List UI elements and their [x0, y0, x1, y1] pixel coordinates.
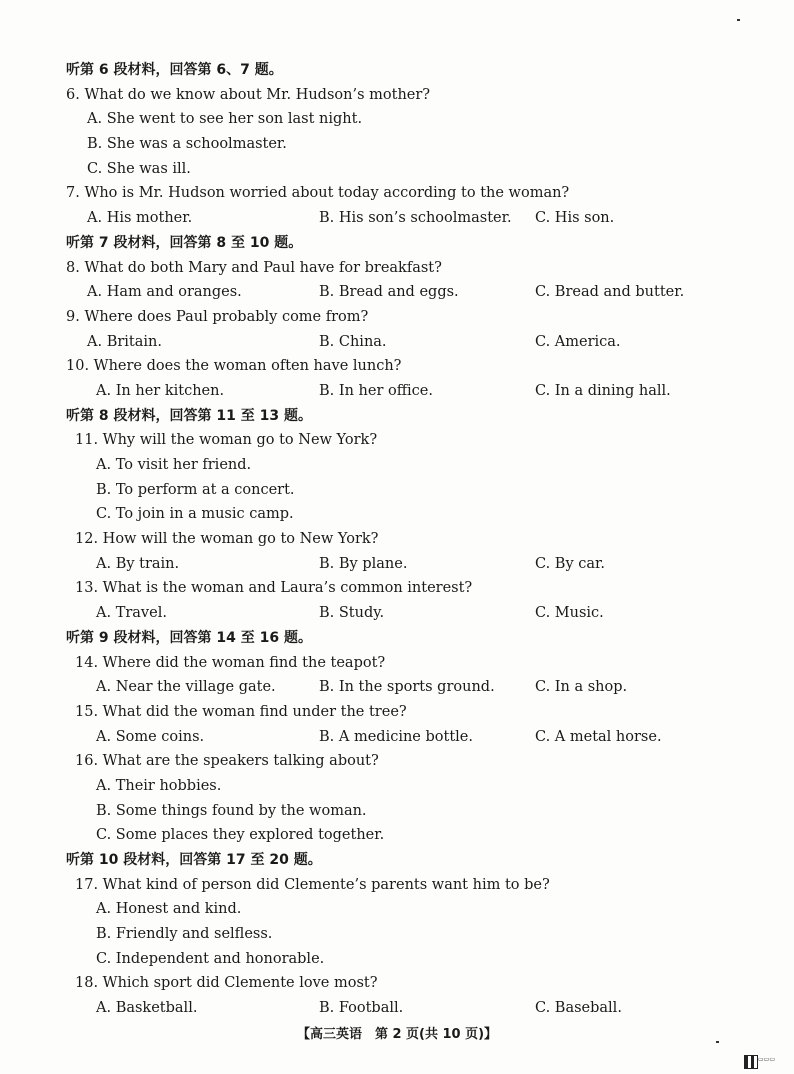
option-9a: A. Britain.	[87, 333, 162, 350]
question-8: 8. What do both Mary and Paul have for breakfast?	[66, 259, 442, 276]
option-8b: B. Bread and eggs.	[319, 284, 459, 301]
scan-speck	[737, 19, 740, 21]
options-13	[66, 601, 746, 626]
options-18	[66, 996, 746, 1021]
option-17c: C. Independent and honorable.	[96, 950, 325, 967]
option-10c: C. In a dining hall.	[535, 382, 671, 399]
options-8	[66, 280, 746, 305]
option-18c: C. Baseball.	[535, 1000, 622, 1017]
question-9: 9. Where does Paul probably come from?	[66, 308, 369, 325]
option-11a: A. To visit her friend.	[96, 457, 252, 473]
option-11b: B. To perform at a concert.	[96, 481, 295, 498]
option-16a: A. Their hobbies.	[96, 777, 222, 794]
option-13c: C. Music.	[535, 605, 604, 622]
option-14b: B. In the sports ground.	[319, 679, 495, 696]
section-heading-10: 听第 10 段材料，回答第 17 至 20 题。	[66, 852, 322, 868]
option-6b: B. She was a schoolmaster.	[87, 136, 287, 153]
question-6: 6. What do we know about Mr. Hudson’s mother?	[66, 86, 431, 103]
question-18: 18. Which sport did Clemente love most?	[75, 975, 378, 992]
section-heading-7: 听第 7 段材料，回答第 8 至 10 题。	[66, 234, 303, 251]
options-15	[66, 725, 746, 750]
question-12: 12. How will the woman go to New York?	[75, 531, 379, 548]
section-heading-6: 听第 6 段材料，回答第 6、7 题。	[66, 62, 283, 78]
question-10: 10. Where does the woman often have lunch?	[66, 358, 402, 375]
qr-code-icon	[744, 1055, 758, 1069]
option-13b: B. Study.	[319, 605, 385, 622]
question-14: 14. Where did the woman find the teapot?	[75, 654, 386, 671]
option-17b: B. Friendly and selfless.	[96, 926, 273, 943]
page-footer: 【高三英语 第 2 页(共 10 页)】	[296, 1027, 498, 1042]
option-7a: A. His mother.	[87, 210, 193, 227]
option-10a: A. In her kitchen.	[96, 382, 225, 399]
option-16c: C. Some places they explored together.	[96, 827, 385, 844]
option-12c: C. By car.	[535, 555, 605, 572]
options-7	[66, 206, 746, 231]
option-9c: C. America.	[535, 333, 621, 350]
question-11: 11. Why will the woman go to New York?	[75, 432, 378, 449]
question-list	[66, 58, 746, 1021]
option-6c: C. She was ill.	[87, 160, 191, 177]
option-11c: C. To join in a music camp.	[96, 506, 294, 523]
option-15b: B. A medicine bottle.	[319, 728, 473, 745]
option-9b: B. China.	[319, 333, 387, 350]
option-7b: B. His son’s schoolmaster.	[319, 210, 512, 227]
option-10b: B. In her office.	[319, 382, 433, 399]
option-17a: A. Honest and kind.	[96, 901, 242, 918]
section-heading-8: 听第 8 段材料，回答第 11 至 13 题。	[66, 407, 312, 424]
question-7: 7. Who is Mr. Hudson worried about today according to the woman?	[66, 185, 570, 202]
option-8a: A. Ham and oranges.	[87, 284, 242, 301]
option-15a: A. Some coins.	[96, 728, 205, 745]
option-12b: B. By plane.	[319, 555, 408, 572]
option-18b: B. Football.	[319, 1000, 404, 1017]
question-17: 17. What kind of person did Clemente’s parents want him to be?	[75, 876, 550, 893]
section-heading-9: 听第 9 段材料，回答第 14 至 16 题。	[66, 629, 312, 646]
options-12	[66, 552, 746, 577]
question-13: 13. What is the woman and Laura’s common interest?	[75, 580, 473, 597]
question-16: 16. What are the speakers talking about?	[75, 753, 379, 770]
scan-speck	[716, 1041, 719, 1043]
option-14a: A. Near the village gate.	[96, 679, 276, 696]
option-15c: C. A metal horse.	[535, 728, 662, 745]
option-7c: C. His son.	[535, 210, 615, 227]
options-9	[66, 330, 746, 355]
options-10	[66, 379, 746, 404]
option-16b: B. Some things found by the woman.	[96, 802, 367, 819]
watermark-logo-icon: ▭▭▭	[758, 1056, 776, 1063]
option-14c: C. In a shop.	[535, 679, 628, 696]
option-12a: A. By train.	[96, 555, 180, 572]
options-14	[66, 675, 746, 700]
option-8c: C. Bread and butter.	[535, 284, 685, 301]
option-6a: A. She went to see her son last night.	[87, 111, 363, 128]
option-18a: A. Basketball.	[96, 1000, 198, 1017]
option-13a: A. Travel.	[96, 605, 167, 622]
question-15: 15. What did the woman find under the tree?	[75, 703, 407, 720]
